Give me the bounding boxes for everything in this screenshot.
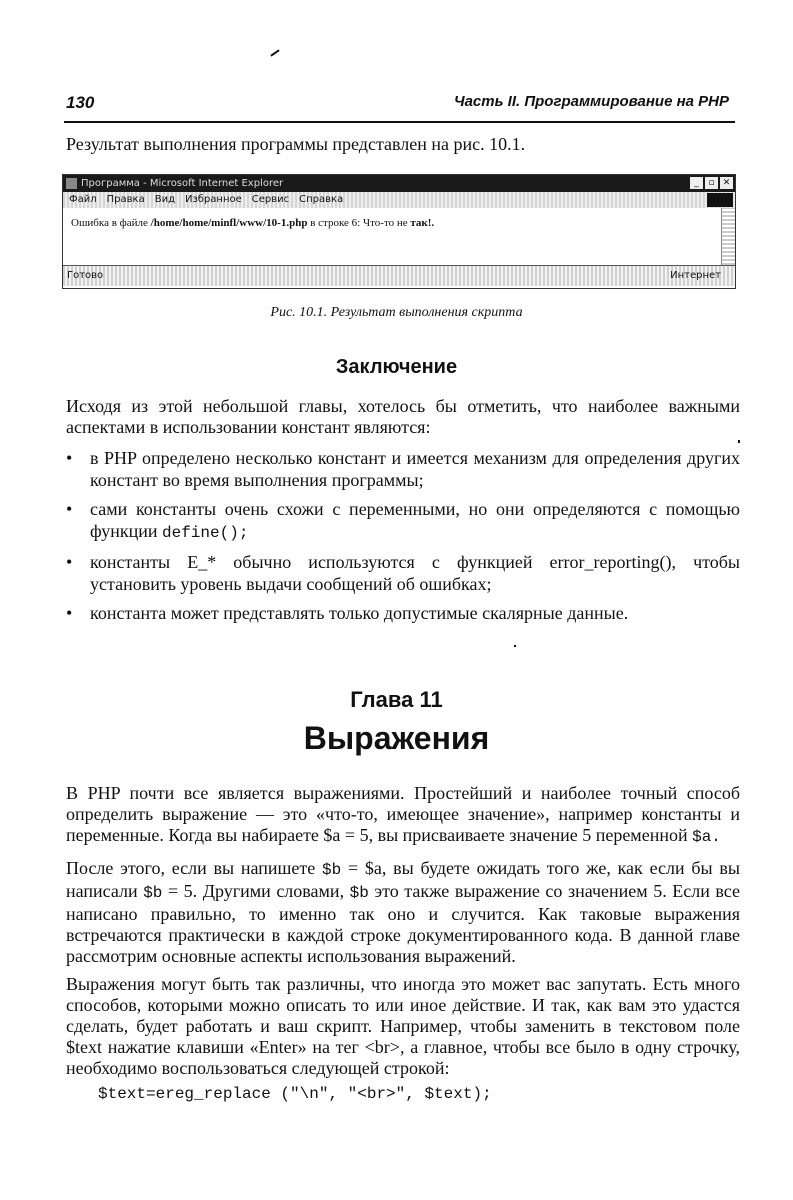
- browser-window-figure: [62, 174, 736, 289]
- menu-edit[interactable]: Правка: [106, 194, 145, 205]
- window-controls: [690, 177, 733, 189]
- error-file-path: /home/home/minfl/www/10-1.php: [150, 217, 308, 229]
- browser-title-bar: [63, 175, 735, 192]
- paragraph-1: В PHP почти все является выражениями. Простейший и наиболее точный способ определить выражение — это «что-то, имеющее значение», например константы и переменные. Когда вы набираете $a = 5, вы присваиваете значение 5 переменной $a.: [66, 783, 740, 846]
- close-icon[interactable]: ✕: [720, 177, 733, 189]
- chapter-title: Выражения: [303, 720, 490, 756]
- ie-logo-icon: [66, 178, 77, 189]
- menu-view[interactable]: Вид: [154, 194, 175, 205]
- browser-status-bar: [63, 266, 735, 286]
- status-internet-zone: Интернет: [670, 270, 721, 281]
- status-ready: Готово: [67, 270, 104, 281]
- inline-code: define();: [162, 524, 249, 542]
- browser-title: Программа - Microsoft Internet Explorer: [81, 178, 284, 189]
- code-line: $text=ereg_replace ("\n", "<br>", $text);: [98, 1085, 492, 1103]
- chapter-number: Глава 11: [350, 687, 443, 712]
- section-heading: Заключение: [335, 356, 458, 378]
- list-item: • сами константы очень схожи с переменными, но они определяются с помощью функции define();: [66, 498, 740, 544]
- menu-help[interactable]: Справка: [299, 194, 344, 205]
- windows-logo-icon: [707, 193, 733, 207]
- error-message: Ошибка в файле /home/home/minfl/www/10-1.php в строке 6: Что-то не так!.: [71, 217, 435, 229]
- menu-tools[interactable]: Сервис: [251, 194, 290, 205]
- menu-file[interactable]: Файл: [69, 194, 97, 205]
- scan-mark: [514, 645, 516, 647]
- inline-code: $b: [322, 861, 342, 879]
- list-item: • константа может представлять только допустимые скалярные данные.: [66, 602, 740, 624]
- paragraph-3: Выражения могут быть так различны, что иногда это может вас запутать. Есть много способов, которыми можно описать то или иное действие. И так, как вам это удастся сделать, будет работать и ваш скрипт. Например, чтобы заменить в текстовом поле $text нажатие клавиши «Enter» на тег <br>, а главное, чтобы все было в одну строчку, необходимо воспользоваться следующей строкой:: [66, 974, 740, 1078]
- conclusion-list: [66, 447, 740, 631]
- running-header: Часть II. Программирование на PHP: [453, 93, 729, 110]
- list-item: • в PHP определено несколько констант и имеется механизм для определения других констант во время выполнения программы;: [66, 447, 740, 491]
- conclusion-lead: Исходя из этой небольшой главы, хотелось бы отметить, что наиболее важными аспектами в использовании констант являются:: [66, 396, 740, 437]
- figure-caption: Рис. 10.1. Результат выполнения скрипта: [270, 305, 523, 320]
- scan-mark: [738, 440, 740, 443]
- list-item: • константы E_* обычно используются с функцией error_reporting(), чтобы установить уровень выдачи сообщений об ошибках;: [66, 551, 740, 595]
- scan-mark: [270, 49, 279, 56]
- inline-code: $b: [143, 884, 163, 902]
- intro-paragraph: Результат выполнения программы представлен на рис. 10.1.: [66, 134, 526, 154]
- maximize-icon[interactable]: ▫: [705, 177, 718, 189]
- paragraph-2: После этого, если вы напишете $b = $a, вы будете ожидать того же, как если бы вы написали $b = 5. Другими словами, $b это также выражение со значением 5. Если все написано правильно, то именно так оно и случится. Как таковые выражения встречаются практически в каждой строке документированного кода. В данной главе рассмотрим основные аспекты использования выражений.: [66, 858, 740, 966]
- minimize-icon[interactable]: _: [690, 177, 703, 189]
- header-rule: [64, 121, 735, 123]
- menu-favorites[interactable]: Избранное: [184, 194, 242, 205]
- inline-code: $a.: [692, 828, 721, 846]
- browser-menu-bar: [63, 192, 735, 208]
- page-number: 130: [66, 93, 95, 112]
- vertical-scrollbar[interactable]: [721, 208, 735, 265]
- browser-content: [63, 208, 735, 266]
- inline-code: $b: [349, 884, 369, 902]
